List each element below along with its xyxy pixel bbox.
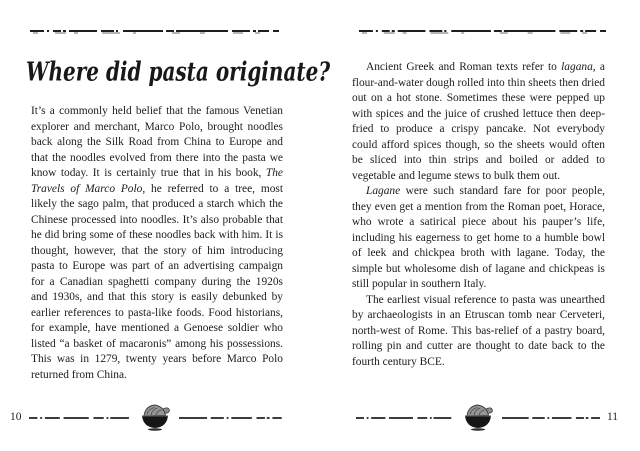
right-page-body-text: Ancient Greek and Roman texts refer to lagana, a flour-and-water dough rolled into thin sheets then dried out on a hot stone. Sometimes these were pepped up with spices and the juice of crushed lettuce then deep-fried to produce a crispy pancake. Not everybody could afford spices though, so the sheets would often be sliced into thin strips and boiled or added to vegetable and legume stews to bulk them out. Lagane were such standard fare for poor people, they even get a mention from the Roman poet, Horace, who wrote a satirical piece about his pauper’s life, including his eagerness to get home to a humble bowl of leek and chickpea broth with lagane. Today, the simple but wholesome dish of lagane and chickpeas is still popular in southern Italy. The earliest visual reference to pasta was unearthed by archaeologists in an Etruscan tomb near Cerveteri, north-west of Rome. This bas-relief of a pastry board, rolling pin and cutter are thought to date back to the fourth century BCE. [352,61,605,368]
page-number-left: 10 [10,411,22,424]
pasta-bowl-icon [138,402,172,432]
footer-dash-line [502,416,600,420]
footer-dash-line [356,416,454,420]
page-number-right: 11 [606,411,619,424]
page-footer-left [10,402,282,434]
left-page-body-text: It’s a commonly held belief that the famous Venetian explorer and merchant, Marco Polo, brought noodles back along the Silk Road from China to Europe and that the noodles evolved from there into the pasta we know today. It is certainly true that in his book, The Travels of Marco Polo, he referred to a tree, most likely the sago palm, that produced a starch which the Chinese processed into noodles. It’s also probable that he did bring some of these noodles back with him. It is thought, however, that the story of him introducing pasta to Europe was part of an advertising campaign for a Canadian spaghetti company during the 1920s and 1930s, and that this story is easily debunked by earlier references to pasta-like foods. Food historians, for example, have mentioned a Genoese soldier who listed “a basket of macaronis” among his possessions. This was in 1279, twenty years before Marco Polo returned from China. [31,105,283,381]
pasta-bowl-icon [461,402,495,432]
chapter-heading: Where did pasta originate? [26,56,331,88]
top-rule-left [30,28,280,35]
page-footer-right [356,402,618,434]
footer-dash-line [179,416,282,420]
top-rule-right [359,28,607,35]
footer-dash-line [29,416,132,420]
